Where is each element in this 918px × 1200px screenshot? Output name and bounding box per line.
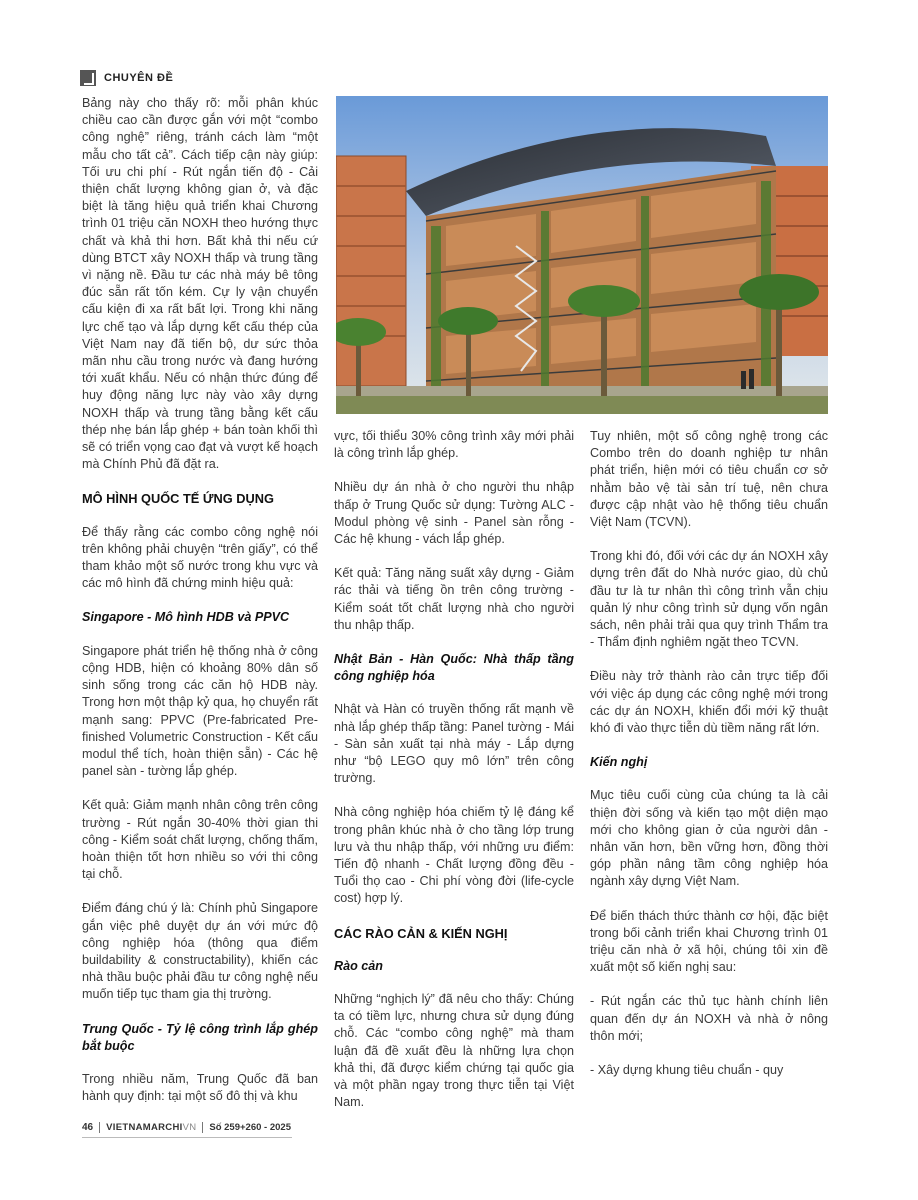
paragraph: Trong khi đó, đối với các dự án NOXH xây dựng trên đất do Nhà nước giao, dù chủ đầu tư là tư nhân thì công trình vẫn chịu quản lý như công trình sử dụng vốn ngân sách, nên phải trải qua quy trình Thẩm tra - Thẩm định nghiêm ngặt theo TCVN. [590,549,828,650]
paragraph: Kết quả: Giảm mạnh nhân công trên công trường - Rút ngắn 30-40% thời gian thi công - Kiểm soát chất lượng, chống thấm, hoàn thiện tốt hơn nhiều so với thi công tại chỗ. [82,798,318,882]
subheading-recommendations: Kiến nghị [590,755,648,770]
magazine-name-bold: VIETNAMARCHI [106,1122,183,1133]
paragraph: Để biến thách thức thành cơ hội, đặc biệt trong bối cảnh triển khai Chương trình 01 triệu căn nhà ở xã hội, chúng tôi xin đề xuất một số kiến nghị sau: [590,908,828,975]
paragraph: Điều này trở thành rào cản trực tiếp đối với việc áp dụng các công nghệ mới trong các dự án NOXH, khiến đổi mới kỹ thuật khó đi vào thực tiễn dù tiềm năng rất lớn. [590,669,828,736]
column-2 [334,428,574,1129]
paragraph: Những “nghịch lý” đã nêu cho thấy: Chúng ta có tiềm lực, nhưng chưa sử dụng đúng chỗ. Các “combo công nghệ” mà tham luận đã đề xuất đều là những lựa chọn khả thi, đã được kiểm chứng tại quốc gia và một phần ngay trong thực tiễn tại Việt Nam. [334,992,574,1110]
section-header [80,70,173,86]
footer-rule [82,1137,292,1138]
paragraph: Nhật và Hàn có truyền thống rất mạnh về nhà lắp ghép thấp tầng: Panel tường - Mái - Sàn sản xuất tại nhà máy - Lắp dựng như “bộ LEGO quy mô lớn” trên công trường. [334,702,574,786]
issue-number: Số 259+260 - 2025 [209,1122,291,1133]
magazine-name-light: VN [182,1122,197,1133]
subheading-barriers: Rào cản [334,958,383,973]
column-1 [82,95,318,1122]
paragraph: Trong nhiều năm, Trung Quốc đã ban hành quy định: tại một số đô thị và khu [82,1071,318,1104]
magazine-name [106,1122,196,1133]
subheading-china: Trung Quốc - Tỷ lệ công trình lắp ghép bắt buộc [82,1021,318,1053]
footer-divider [99,1122,100,1133]
paragraph: Điểm đáng chú ý là: Chính phủ Singapore gắn việc phê duyệt dự án với mức độ công nghiệp hóa (thông qua điểm buildability & constructability), khiến các nhà thầu buộc phải đầu tư công nghệ nếu muốn tiếp tục tham gia thị trường. [82,901,318,1002]
heading-international-models: MÔ HÌNH QUỐC TẾ ỨNG DỤNG [82,491,274,507]
paragraph: Nhà công nghiệp hóa chiếm tỷ lệ đáng kể trong phân khúc nhà ở cho tầng lớp trung lưu và thu nhập thấp, với những ưu điểm: Tiến độ nhanh - Chất lượng đồng đều - Tuổi thọ cao - Chi phí vòng đời (life-cycle cost) hợp lý. [334,805,574,906]
paragraph: Tuy nhiên, một số công nghệ trong các Combo trên do doanh nghiệp tư nhân phát triển, hiện mới có tiêu chuẩn cơ sở nhằm bảo vệ tài sản trí tuệ, nên chưa được cập nhật vào hệ thống tiêu chuẩn Việt Nam (TCVN). [590,429,828,530]
section-label: CHUYÊN ĐỀ [104,72,174,84]
page-footer [82,1122,291,1133]
heading-barriers-recommendations: CÁC RÀO CẢN & KIẾN NGHỊ [334,925,508,941]
subheading-singapore: Singapore - Mô hình HDB và PPVC [82,610,290,625]
paragraph: Để thấy rằng các combo công nghệ nói trên không phải chuyện “trên giấy”, có thể tham khảo một số nước trong khu vực và các mô hình đã chứng minh hiệu quả: [82,524,318,591]
paragraph: vực, tối thiểu 30% công trình xây mới phải là công trình lắp ghép. [334,429,574,461]
page-number: 46 [82,1122,94,1133]
paragraph: Singapore phát triển hệ thống nhà ở công cộng HDB, hiện có khoảng 80% dân số sinh sống trong các căn hộ HDB này. Trong hơn một thập kỷ qua, họ chuyển rất mạnh sang: PPVC (Pre-fabricated Pre-finished Volumetric Construction - Kết cấu modul thể tích, hoàn thiện sẵn) - Các hệ panel sàn - tường lắp ghép. [82,643,318,779]
subheading-japan-korea: Nhật Bản - Hàn Quốc: Nhà thấp tầng công nghiệp hóa [334,652,574,684]
footer-divider [202,1122,203,1133]
magazine-logo-icon [80,70,96,86]
paragraph: Bảng này cho thấy rõ: mỗi phân khúc chiều cao cần được gắn với một “combo công nghệ” riêng, tránh cách làm “một mẫu cho tất cả”. Cách tiếp cận này giúp: Tối ưu chi phí - Rút ngắn tiến độ - Cải thiện chất lượng không gian ở, và đặc biệt là tăng hiệu quả triển khai Chương trình 01 triệu căn NOXH theo hướng thực chất và khả thi hơn. Bất khả thi nếu cứ dùng BTCT xây NOXH thấp và trung tầng vì nặng nề. Đầu tư các nhà máy bê tông đúc sẵn rất tốn kém. Cự ly vận chuyển cấu kiện đi xa rất bất lợi. Trong khi năng lực chế tạo và lắp dựng kết cấu thép của Việt Nam nay đã tiến bộ, dư sức thỏa mãn nhu cầu trong nước và đang hướng tới xuất khẩu. Nếu có nhận thức đúng để huy động năng lực này vào xây dựng NOXH thấp và trung tầng bằng kết cấu thép nhẹ bán lắp ghép + bán toàn khối thì sẽ có triển vọng cao đạt và vượt kế hoạch mà Chính Phủ đã đặt ra. [82,96,318,472]
building-photo [336,96,828,414]
paragraph: - Xây dựng khung tiêu chuẩn - quy [590,1063,784,1078]
paragraph: Kết quả: Tăng năng suất xây dựng - Giảm rác thải và tiếng ồn trên công trường - Kiểm soát tốt chất lượng nhà cho người thu nhập thấp. [334,566,574,632]
paragraph: Nhiều dự án nhà ở cho người thu nhập thấp ở Trung Quốc sử dụng: Tường ALC - Modul phòng vệ sinh - Panel sàn rỗng - Các hệ khung - vách lắp ghép. [334,480,574,547]
paragraph: Mục tiêu cuối cùng của chúng ta là cải thiện đời sống và kiến tạo một diện mạo mới cho không gian ở của người dân - nhân văn hơn, bền vững hơn, đồng thời góp phần nâng tầm công nghiệp hóa ngành xây dựng Việt Nam. [590,788,828,889]
column-3 [590,428,828,1096]
paragraph: - Rút ngắn các thủ tục hành chính liên quan đến dự án NOXH và nhà ở nông thôn mới; [590,994,828,1043]
